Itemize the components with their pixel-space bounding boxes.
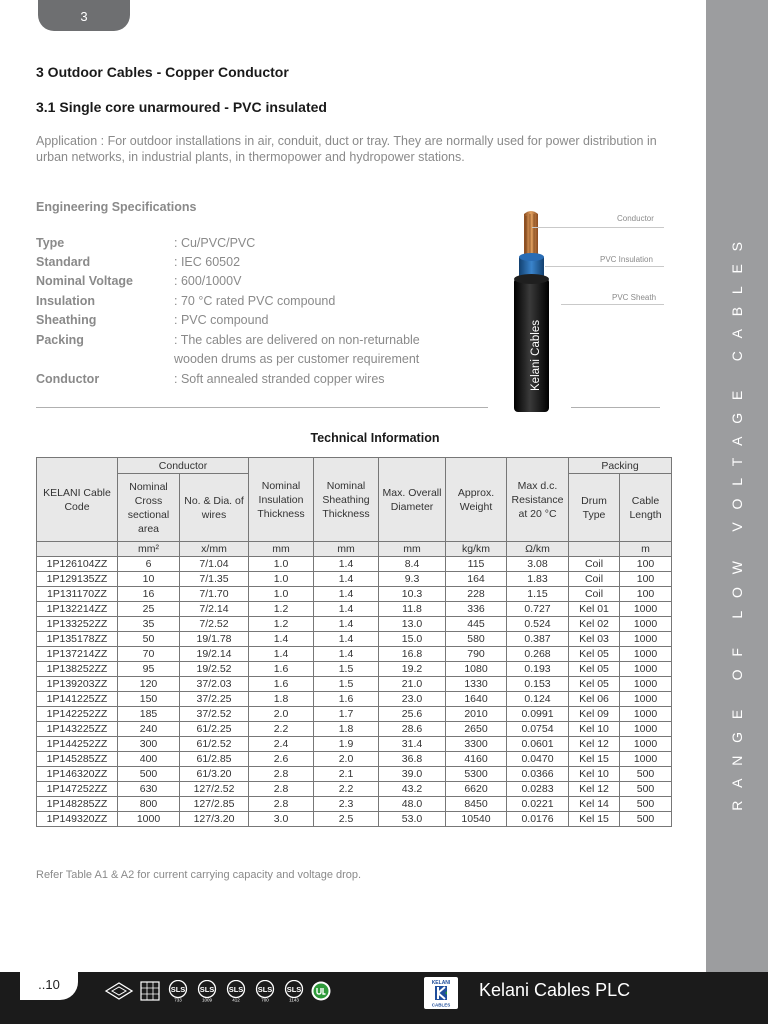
table-cell: 6620 <box>446 782 507 797</box>
table-cell: 16 <box>118 587 180 602</box>
table-cell: Kel 12 <box>569 782 620 797</box>
table-cell: 1.15 <box>507 587 569 602</box>
table-cell: Kel 06 <box>569 692 620 707</box>
table-cell: Kel 01 <box>569 602 620 617</box>
divider <box>571 407 660 408</box>
table-cell: 1.4 <box>249 647 314 662</box>
table-cell: 500 <box>620 767 672 782</box>
unit-cell: mm <box>314 542 379 557</box>
table-cell: 36.8 <box>379 752 446 767</box>
page-number: ..10 <box>20 968 78 1000</box>
table-cell: 1.4 <box>314 647 379 662</box>
certification-grid-icon <box>139 980 161 1002</box>
table-cell: Kel 05 <box>569 647 620 662</box>
table-cell: 16.8 <box>379 647 446 662</box>
table-row <box>37 572 672 587</box>
table-cell: 2.8 <box>249 767 314 782</box>
table-cell: 25.6 <box>379 707 446 722</box>
table-cell: 500 <box>620 812 672 827</box>
table-cell: 1.4 <box>314 572 379 587</box>
table-cell: 1.0 <box>249 572 314 587</box>
table-cell: Kel 10 <box>569 722 620 737</box>
table-cell: 37/2.52 <box>180 707 249 722</box>
table-cell: 8.4 <box>379 557 446 572</box>
table-cell: 1P141225ZZ <box>37 692 118 707</box>
table-cell: 500 <box>620 797 672 812</box>
table-cell: 15.0 <box>379 632 446 647</box>
table-cell: 2.0 <box>249 707 314 722</box>
header-resistance: Max d.c. Resistance at 20 °C <box>507 458 569 542</box>
table-cell: 1P126104ZZ <box>37 557 118 572</box>
spec-key: Type <box>36 236 65 250</box>
header-code: KELANI Cable Code <box>37 458 118 542</box>
table-cell: 0.153 <box>507 677 569 692</box>
unit-cell: m <box>620 542 672 557</box>
header-insulation: Nominal Insulation Thickness <box>249 458 314 542</box>
sls-mark-icon <box>196 980 218 1002</box>
table-cell: 127/2.52 <box>180 782 249 797</box>
section-heading: 3 Outdoor Cables - Copper Conductor <box>36 64 289 80</box>
table-cell: 7/1.04 <box>180 557 249 572</box>
table-cell: 19/2.14 <box>180 647 249 662</box>
kelani-logo <box>424 977 458 1009</box>
table-cell: 790 <box>446 647 507 662</box>
table-cell: 0.0366 <box>507 767 569 782</box>
table-cell: 1000 <box>620 647 672 662</box>
table-cell: 1.6 <box>314 692 379 707</box>
svg-text:CABLES: CABLES <box>431 1002 451 1008</box>
sls-mark-icon <box>167 980 189 1002</box>
table-row <box>37 647 672 662</box>
table-cell: 580 <box>446 632 507 647</box>
table-cell: 2.8 <box>249 797 314 812</box>
spec-value: : PVC compound <box>174 313 269 327</box>
table-cell: 1.0 <box>249 587 314 602</box>
company-name: Kelani Cables PLC <box>479 980 631 1000</box>
table-cell: 1.6 <box>249 677 314 692</box>
svg-text:412: 412 <box>232 997 240 1002</box>
table-cell: 48.0 <box>379 797 446 812</box>
callout-insulation: PVC Insulation <box>600 255 653 264</box>
table-cell: 5300 <box>446 767 507 782</box>
table-cell: 10 <box>118 572 180 587</box>
table-cell: 1000 <box>620 737 672 752</box>
table-cell: 500 <box>118 767 180 782</box>
spec-key: Conductor <box>36 372 100 386</box>
table-row <box>37 812 672 827</box>
table-cell: 2.5 <box>314 812 379 827</box>
table-cell: 2.8 <box>249 782 314 797</box>
table-cell: 1000 <box>620 602 672 617</box>
table-cell: 2.2 <box>249 722 314 737</box>
unit-cell: Ω/km <box>507 542 569 557</box>
table-cell: 1P142252ZZ <box>37 707 118 722</box>
table-cell: 1000 <box>620 722 672 737</box>
table-cell: 1640 <box>446 692 507 707</box>
table-cell: 1P149320ZZ <box>37 812 118 827</box>
unit-cell <box>37 542 118 557</box>
table-cell: 0.0601 <box>507 737 569 752</box>
table-cell: 2.3 <box>314 797 379 812</box>
table-cell: 1.2 <box>249 602 314 617</box>
table-cell: 35 <box>118 617 180 632</box>
table-cell: 1330 <box>446 677 507 692</box>
table-cell: 2.2 <box>314 782 379 797</box>
sls-mark-icon <box>283 980 305 1002</box>
table-cell: 228 <box>446 587 507 602</box>
spec-value: : Cu/PVC/PVC <box>174 236 256 250</box>
subsection-heading: 3.1 Single core unarmoured - PVC insulated <box>36 99 327 115</box>
header-sheathing: Nominal Sheathing Thickness <box>314 458 379 542</box>
header-diameter: Max. Overall Diameter <box>379 458 446 542</box>
table-cell: 0.193 <box>507 662 569 677</box>
table-cell: 1P135178ZZ <box>37 632 118 647</box>
table-row <box>37 737 672 752</box>
table-cell: 1000 <box>620 662 672 677</box>
table-cell: 95 <box>118 662 180 677</box>
table-cell: 50 <box>118 632 180 647</box>
table-cell: 53.0 <box>379 812 446 827</box>
spec-value: : 70 °C rated PVC compound <box>174 294 336 308</box>
table-cell: Coil <box>569 572 620 587</box>
table-row <box>37 557 672 572</box>
spec-key: Nominal Voltage <box>36 274 134 288</box>
table-cell: Kel 05 <box>569 662 620 677</box>
table-row <box>37 752 672 767</box>
footnote: Refer Table A1 & A2 for current carrying capacity and voltage drop. <box>36 869 362 881</box>
table-cell: 31.4 <box>379 737 446 752</box>
table-row <box>37 602 672 617</box>
table-cell: 3.0 <box>249 812 314 827</box>
table-cell: 9.3 <box>379 572 446 587</box>
table-cell: 0.0754 <box>507 722 569 737</box>
table-cell: 1P144252ZZ <box>37 737 118 752</box>
table-cell: 1.5 <box>314 662 379 677</box>
unit-cell: mm <box>249 542 314 557</box>
table-cell: 6 <box>118 557 180 572</box>
table-cell: 1.4 <box>314 632 379 647</box>
table-cell: 2010 <box>446 707 507 722</box>
table-row <box>37 692 672 707</box>
table-cell: 185 <box>118 707 180 722</box>
svg-text:SLS: SLS <box>228 985 244 994</box>
table-cell: 100 <box>620 587 672 602</box>
engineering-title: Engineering Specifications <box>36 200 197 214</box>
table-cell: 0.268 <box>507 647 569 662</box>
table-cell: 2.0 <box>314 752 379 767</box>
sls-mark-icon <box>254 980 276 1002</box>
table-cell: 8450 <box>446 797 507 812</box>
table-row <box>37 782 672 797</box>
table-cell: 7/2.14 <box>180 602 249 617</box>
sls-mark-icon <box>225 980 247 1002</box>
table-cell: 1P139203ZZ <box>37 677 118 692</box>
table-cell: 800 <box>118 797 180 812</box>
table-cell: 0.387 <box>507 632 569 647</box>
ul-mark-icon <box>310 980 332 1002</box>
table-cell: 13.0 <box>379 617 446 632</box>
table-cell: Kel 10 <box>569 767 620 782</box>
header-area: Nominal Cross sectional area <box>118 474 180 542</box>
table-cell: Kel 03 <box>569 632 620 647</box>
table-cell: 37/2.03 <box>180 677 249 692</box>
table-cell: 3300 <box>446 737 507 752</box>
table-cell: 1.9 <box>314 737 379 752</box>
table-cell: 1000 <box>620 692 672 707</box>
unit-cell: x/mm <box>180 542 249 557</box>
svg-text:SLS: SLS <box>199 985 215 994</box>
table-cell: 1.2 <box>249 617 314 632</box>
side-title: RANGE OF LOW VOLTAGE CABLES <box>729 229 745 811</box>
table-cell: 61/2.85 <box>180 752 249 767</box>
table-cell: 2.1 <box>314 767 379 782</box>
table-row <box>37 722 672 737</box>
table-cell: 1000 <box>620 752 672 767</box>
table-cell: 1.4 <box>314 617 379 632</box>
table-cell: 1.8 <box>249 692 314 707</box>
table-cell: 10540 <box>446 812 507 827</box>
table-row <box>37 587 672 602</box>
svg-text:SLS: SLS <box>170 985 186 994</box>
table-cell: 11.8 <box>379 602 446 617</box>
table-cell: 1000 <box>620 707 672 722</box>
table-cell: Kel 12 <box>569 737 620 752</box>
table-cell: 1P148285ZZ <box>37 797 118 812</box>
table-cell: 1080 <box>446 662 507 677</box>
table-row <box>37 767 672 782</box>
table-cell: 0.0176 <box>507 812 569 827</box>
group-conductor: Conductor <box>118 458 249 474</box>
table-cell: 61/3.20 <box>180 767 249 782</box>
callout-line <box>532 227 664 228</box>
table-cell: 127/3.20 <box>180 812 249 827</box>
spec-key: Standard <box>36 255 91 269</box>
unit-cell <box>569 542 620 557</box>
table-cell: 4160 <box>446 752 507 767</box>
table-cell: 115 <box>446 557 507 572</box>
table-cell: 1.5 <box>314 677 379 692</box>
svg-text:1009: 1009 <box>201 997 213 1002</box>
table-cell: 240 <box>118 722 180 737</box>
spec-value: wooden drums as per customer requirement <box>174 352 420 366</box>
table-cell: 61/2.25 <box>180 722 249 737</box>
svg-text:733: 733 <box>174 997 182 1002</box>
table-cell: 19/1.78 <box>180 632 249 647</box>
callout-line <box>561 304 664 305</box>
table-cell: Kel 15 <box>569 812 620 827</box>
table-cell: 1000 <box>620 617 672 632</box>
table-cell: 1.7 <box>314 707 379 722</box>
table-cell: 37/2.25 <box>180 692 249 707</box>
group-packing: Packing <box>569 458 672 474</box>
svg-text:KELANI: KELANI <box>431 980 451 986</box>
table-cell: 127/2.85 <box>180 797 249 812</box>
diamond-mark-icon <box>104 980 134 1002</box>
table-row <box>37 797 672 812</box>
table-cell: 25 <box>118 602 180 617</box>
table-cell: 1P131170ZZ <box>37 587 118 602</box>
svg-text:700: 700 <box>261 997 269 1002</box>
application-text: Application : For outdoor installations in air, conduit, duct or tray. They are normally used for power distribution in urban networks, in industrial plants, in thermopower and hydropower stations. <box>36 134 657 164</box>
table-cell: 1.4 <box>314 587 379 602</box>
table-cell: 7/1.70 <box>180 587 249 602</box>
table-cell: 1P146320ZZ <box>37 767 118 782</box>
table-cell: 1.6 <box>249 662 314 677</box>
callout-line <box>545 266 664 267</box>
callout-conductor: Conductor <box>617 214 654 223</box>
table-cell: 0.727 <box>507 602 569 617</box>
table-row <box>37 662 672 677</box>
table-row <box>37 617 672 632</box>
table-cell: 120 <box>118 677 180 692</box>
table-cell: 1P132214ZZ <box>37 602 118 617</box>
table-cell: Coil <box>569 587 620 602</box>
table-cell: 0.0283 <box>507 782 569 797</box>
table-cell: 1.4 <box>314 602 379 617</box>
divider <box>36 407 488 408</box>
table-cell: 2650 <box>446 722 507 737</box>
spec-value: : Soft annealed stranded copper wires <box>174 372 385 386</box>
table-cell: 19.2 <box>379 662 446 677</box>
unit-cell: mm <box>379 542 446 557</box>
table-title: Technical Information <box>310 431 440 445</box>
table-cell: 7/2.52 <box>180 617 249 632</box>
table-cell: Coil <box>569 557 620 572</box>
table-cell: 28.6 <box>379 722 446 737</box>
table-cell: 19/2.52 <box>180 662 249 677</box>
table-cell: 1P138252ZZ <box>37 662 118 677</box>
chapter-tab: 3 <box>38 0 130 31</box>
table-cell: 23.0 <box>379 692 446 707</box>
spec-value: : IEC 60502 <box>174 255 241 269</box>
table-cell: 7/1.35 <box>180 572 249 587</box>
table-cell: 0.124 <box>507 692 569 707</box>
callout-sheath: PVC Sheath <box>612 293 657 302</box>
table-cell: 1P143225ZZ <box>37 722 118 737</box>
table-cell: 39.0 <box>379 767 446 782</box>
table-cell: 0.0221 <box>507 797 569 812</box>
spec-value: : The cables are delivered on non-returnable <box>174 333 420 347</box>
table-cell: 2.6 <box>249 752 314 767</box>
table-cell: 3.08 <box>507 557 569 572</box>
header-length: Cable Length <box>620 474 672 542</box>
table-cell: 1.83 <box>507 572 569 587</box>
svg-text:SLS: SLS <box>257 985 273 994</box>
table-cell: 300 <box>118 737 180 752</box>
cable-print: Kelani Cables <box>530 320 542 391</box>
table-cell: 400 <box>118 752 180 767</box>
table-cell: 1P129135ZZ <box>37 572 118 587</box>
table-cell: 445 <box>446 617 507 632</box>
table-cell: 10.3 <box>379 587 446 602</box>
table-cell: Kel 15 <box>569 752 620 767</box>
table-cell: 0.0991 <box>507 707 569 722</box>
table-cell: 1.0 <box>249 557 314 572</box>
table-row <box>37 632 672 647</box>
table-cell: 0.524 <box>507 617 569 632</box>
table-cell: 500 <box>620 782 672 797</box>
table-cell: 630 <box>118 782 180 797</box>
technical-table <box>36 457 672 827</box>
table-cell: 164 <box>446 572 507 587</box>
table-cell: 61/2.52 <box>180 737 249 752</box>
table-cell: Kel 09 <box>569 707 620 722</box>
table-cell: 1P133252ZZ <box>37 617 118 632</box>
table-cell: Kel 02 <box>569 617 620 632</box>
table-cell: 1P145285ZZ <box>37 752 118 767</box>
table-row <box>37 677 672 692</box>
table-cell: 1.4 <box>314 557 379 572</box>
table-cell: 43.2 <box>379 782 446 797</box>
svg-text:1143: 1143 <box>289 997 299 1002</box>
table-cell: 100 <box>620 572 672 587</box>
table-cell: 1000 <box>620 632 672 647</box>
table-cell: 100 <box>620 557 672 572</box>
table-cell: 21.0 <box>379 677 446 692</box>
header-weight: Approx. Weight <box>446 458 507 542</box>
table-cell: 1.4 <box>249 632 314 647</box>
table-cell: 1.8 <box>314 722 379 737</box>
unit-cell: mm² <box>118 542 180 557</box>
cable-illustration <box>508 206 578 416</box>
table-cell: 1P147252ZZ <box>37 782 118 797</box>
table-cell: 1000 <box>118 812 180 827</box>
header-drum: Drum Type <box>569 474 620 542</box>
table-cell: 0.0470 <box>507 752 569 767</box>
spec-key: Insulation <box>36 294 96 308</box>
table-cell: 1P137214ZZ <box>37 647 118 662</box>
spec-key: Sheathing <box>36 313 97 327</box>
table-cell: 336 <box>446 602 507 617</box>
spec-key: Packing <box>36 333 84 347</box>
table-cell: 1000 <box>620 677 672 692</box>
spec-value: : 600/1000V <box>174 274 242 288</box>
table-row <box>37 707 672 722</box>
header-wires: No. & Dia. of wires <box>180 474 249 542</box>
table-cell: Kel 14 <box>569 797 620 812</box>
table-cell: 2.4 <box>249 737 314 752</box>
unit-cell: kg/km <box>446 542 507 557</box>
table-cell: 150 <box>118 692 180 707</box>
svg-text:SLS: SLS <box>286 985 302 994</box>
table-cell: Kel 05 <box>569 677 620 692</box>
table-cell: 70 <box>118 647 180 662</box>
